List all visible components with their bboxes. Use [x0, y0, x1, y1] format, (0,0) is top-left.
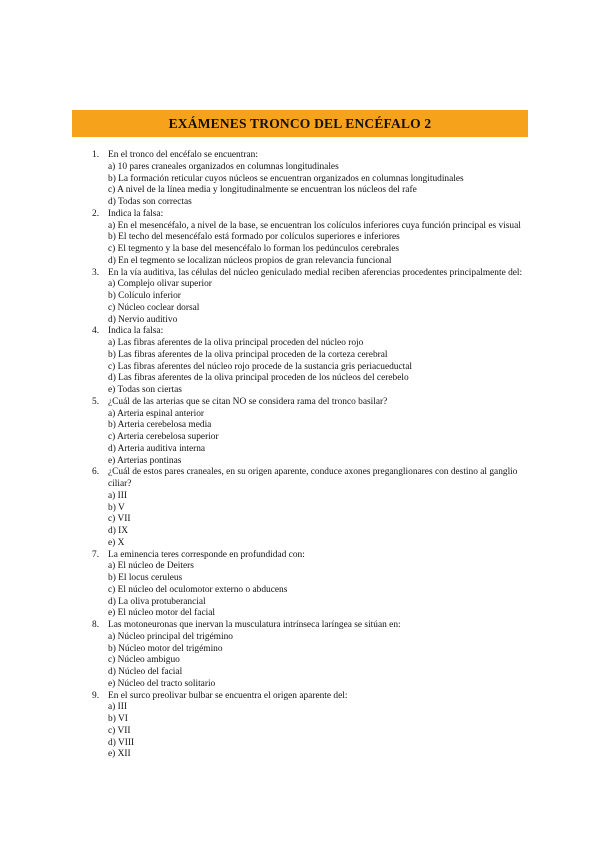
answer-option: c) VII [108, 725, 131, 736]
answer-option: e) Todas son ciertas [108, 385, 182, 395]
answer-option: c) A nivel de la línea media y longitudinalmente se encuentran los núcleos del rafe [108, 185, 417, 196]
answer-option: a) En el mesencéfalo, a nivel de la base, se encuentran los colículos inferiores cuya función principal es visual [108, 220, 521, 231]
answer-options [108, 338, 532, 397]
answer-options [108, 162, 532, 209]
question-number: 2. [92, 208, 100, 219]
question-text: ¿Cuál de estos pares craneales, en su origen aparente, conduce axones preganglionares con destino al ganglio ciliar? [108, 467, 518, 489]
answer-option: a) III [108, 490, 127, 501]
answer-option: e) Arterias pontinas [108, 455, 182, 466]
answer-option: b) VI [108, 714, 128, 724]
answer-options [108, 632, 532, 691]
question-list [72, 150, 532, 761]
answer-option: c) Las fibras aferentes del núcleo rojo procede de la sustancia gris periacueductal [108, 361, 413, 372]
question-5 [72, 397, 532, 468]
answer-option: a) 10 pares craneales organizados en columnas longitudinales [108, 161, 339, 172]
question-4 [72, 326, 532, 397]
question-number: 8. [92, 620, 100, 630]
question-number: 9. [92, 690, 100, 701]
answer-option: a) Las fibras aferentes de la oliva principal proceden del núcleo rojo [108, 338, 364, 348]
question-number: 6. [92, 467, 100, 478]
question-text: Indica la falsa: [108, 326, 164, 337]
question-3 [72, 268, 532, 327]
answer-option: d) Nervio auditivo [108, 314, 178, 325]
answer-option: a) Complejo olivar superior [108, 279, 212, 290]
answer-option: b) La formación reticular cuyos núcleos se encuentran organizados en columnas longitudinales [108, 173, 464, 184]
answer-option: b) El locus ceruleus [108, 573, 183, 583]
answer-option: a) Núcleo principal del trigémino [108, 631, 233, 642]
question-number: 4. [92, 326, 100, 337]
answer-option: b) El techo del mesencéfalo está formado por colículos superiores e inferiores [108, 232, 400, 243]
document-title: EXÁMENES TRONCO DEL ENCÉFALO 2 [168, 115, 432, 131]
answer-option: d) Las fibras aferentes de la oliva principal proceden de los núcleos del cerebelo [108, 373, 409, 384]
answer-options [108, 221, 532, 268]
answer-option: c) Núcleo coclear dorsal [108, 302, 200, 313]
question-7 [72, 550, 532, 621]
answer-option: a) III [108, 702, 127, 713]
answer-option: e) X [108, 537, 125, 548]
question-text: En el surco preolivar bulbar se encuentra el origen aparente del: [108, 690, 348, 701]
question-text: En el tronco del encéfalo se encuentran: [108, 150, 258, 160]
answer-option: c) VII [108, 514, 131, 525]
question-text: En la vía auditiva, las células del núcleo geniculado medial reciben aferencias procedentes principalmente del: [108, 267, 523, 278]
answer-option: c) Núcleo ambiguo [108, 655, 180, 666]
question-number: 5. [92, 396, 100, 407]
answer-option: d) La oliva protuberancial [108, 596, 206, 607]
answer-options [108, 491, 532, 550]
question-number: 1. [92, 150, 100, 160]
question-number: 7. [92, 549, 100, 560]
answer-options [108, 279, 532, 326]
answer-option: c) Arteria cerebelosa superior [108, 432, 219, 442]
answer-option: b) Arteria cerebelosa media [108, 420, 212, 431]
answer-option: d) En el tegmento se localizan núcleos propios de gran relevancia funcional [108, 255, 392, 266]
answer-options [108, 702, 532, 761]
answer-option: d) Arteria auditiva interna [108, 443, 206, 454]
title-bar [72, 110, 528, 137]
answer-option: b) Núcleo motor del trigémino [108, 643, 223, 654]
question-number: 3. [92, 267, 100, 278]
answer-option: e) XII [108, 749, 131, 760]
answer-option: b) Las fibras aferentes de la oliva principal proceden de la corteza cerebral [108, 349, 388, 360]
answer-option: e) Núcleo del tracto solitario [108, 678, 216, 689]
question-6 [72, 467, 532, 549]
answer-option: a) El núcleo de Deiters [108, 561, 194, 572]
question-2 [72, 209, 532, 268]
answer-options [108, 561, 532, 620]
answer-option: c) El tegmento y la base del mesencéfalo lo forman los pedúnculos cerebrales [108, 244, 400, 254]
question-8 [72, 620, 532, 691]
answer-option: d) Todas son correctas [108, 197, 192, 207]
question-text: Las motoneuronas que inervan la musculatura intrínseca laríngea se sitúan en: [108, 620, 401, 630]
answer-option: d) Núcleo del facial [108, 667, 183, 677]
question-text: La eminencia teres corresponde en profundidad con: [108, 549, 305, 560]
answer-option: e) El núcleo motor del facial [108, 608, 215, 619]
answer-option: d) VIII [108, 737, 135, 748]
question-1 [72, 150, 532, 209]
question-text: ¿Cuál de las arterias que se citan NO se considera rama del tronco basilar? [108, 396, 388, 407]
answer-option: a) Arteria espinal anterior [108, 408, 205, 419]
answer-option: d) IX [108, 526, 129, 536]
answer-option: b) Colículo inferior [108, 291, 181, 301]
answer-option: c) El núcleo del oculomotor externo o abducens [108, 584, 288, 595]
question-9 [72, 691, 532, 762]
answer-options [108, 409, 532, 468]
question-text: Indica la falsa: [108, 208, 164, 219]
answer-option: b) V [108, 502, 125, 513]
